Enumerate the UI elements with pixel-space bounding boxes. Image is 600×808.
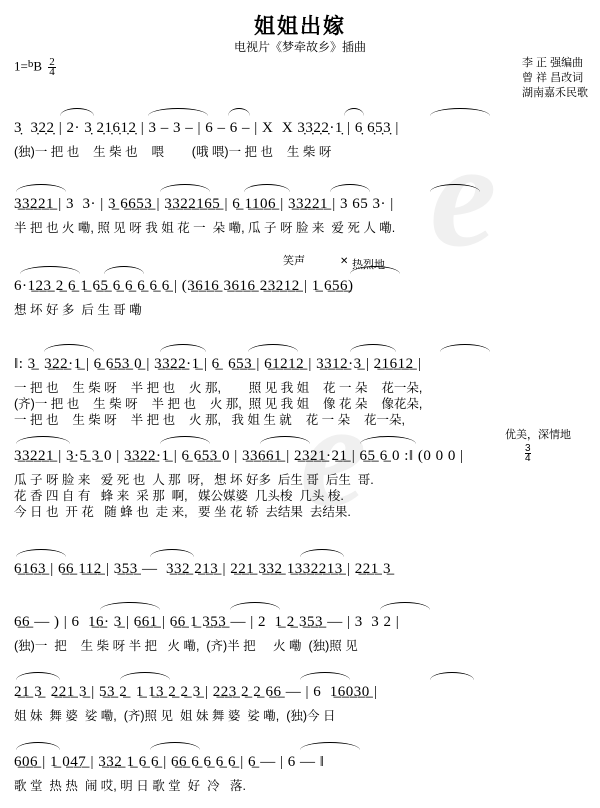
- slur-icon: [160, 184, 210, 192]
- page-title: 姐姐出嫁: [254, 15, 346, 38]
- slur-icon: [16, 742, 60, 750]
- slur-icon: [344, 108, 364, 116]
- credit-line-3: 湖南嘉禾民歌: [522, 87, 588, 99]
- slur-icon: [150, 742, 200, 750]
- lyric-line-verse-1: 一 把 也 生 柴 呀 半 把 也 火 那, 照 见 我 姐 花 一 朵 花一朵,: [14, 381, 423, 395]
- slur-icon: [160, 344, 206, 352]
- slur-icon: [16, 672, 60, 680]
- slur-icon: [120, 672, 170, 680]
- slur-icon: [430, 108, 490, 116]
- slur-icon: [260, 436, 310, 444]
- slur-icon: [16, 549, 66, 557]
- lyric-line-verse-2: 花 香 四 自 有 蜂 来 采 那 啊, 媒公媒婆 几头梭 几头 梭.: [14, 489, 344, 503]
- page-subtitle: 电视片《梦牵故乡》插曲: [233, 40, 366, 54]
- notation-line: 6̲6̲ — ) | 6 1̲6̲· 3̲ | 6̲6̲1̲ | 6̲6̲ 1̲ 3̲5̲3̲ — | 2 1̲ 2̲ 3̲5̲3̲ — | 3 3 2 |: [14, 614, 400, 630]
- notation-line: 3̲3̲2̲2̲1̲ | 3 3· | 3̲ 6̲6̲5̲3̲ | 3̲3̲2̲2̲1̲6̲5̲ | 6̲ 1̲1̲0̲6̲ | 3̲3̲2̲2̲1̲ | 3 65 3· |: [14, 196, 394, 212]
- meter-numerator: 2: [49, 56, 55, 68]
- slur-icon: [20, 266, 80, 274]
- slur-icon: [244, 184, 290, 192]
- lyric-line: 姐 妹 舞 婆 娑 嘞, (齐)照 见 姐 妹 舞 婆 娑 嘞, (独)今 日: [14, 709, 336, 723]
- slur-icon: [230, 602, 280, 610]
- watermark-glyph-2: e: [300, 372, 367, 538]
- slur-icon: [16, 184, 66, 192]
- marking-passionate: 热烈地: [352, 259, 385, 271]
- marking-graceful: 优美，深情地: [505, 429, 571, 441]
- slur-icon: [430, 672, 474, 680]
- meter-denominator: 4: [49, 66, 55, 78]
- lyric-line-verse-2: (齐)一 把 也 生 柴 呀 半 把 也 火 那, 照 见 我 姐 像 花 朵 像花朵,: [14, 397, 423, 411]
- slur-icon: [360, 436, 416, 444]
- key-signature: [14, 58, 56, 77]
- flat-symbol: b: [27, 58, 34, 70]
- slur-icon: [150, 549, 194, 557]
- slur-icon: [228, 108, 250, 116]
- lyric-line-verse-3: 今 日 也 开 花 随 蜂 也 走 来, 要 坐 花 轿 去结果 去结果.: [14, 505, 351, 519]
- slur-icon: [16, 436, 70, 444]
- ornament-icon: ✕: [340, 256, 349, 267]
- marking-laughter: 笑声: [283, 255, 305, 267]
- notation-line: 3̲3̲2̲2̲1̲ | 3̲·5̲ 3̲ 0 | 3̲3̲2̲2̲·1̲ | 6̲ 6̲5̲3̲ 0 | 3̲3̲6̲6̲1̲ | 2̲3̲2̲1̲·2̲1̲ | 6̲5̲ 6̲ 0 :‖ (0 0 0 |: [14, 448, 464, 464]
- slur-icon: [350, 266, 400, 274]
- slur-icon: [440, 344, 490, 352]
- slur-icon: [350, 344, 396, 352]
- slur-icon: [100, 602, 160, 610]
- lyric-line-verse-1: 瓜 子 呀 脸 来 爱 死 也 人 那 呀, 想 坏 好多 后生 哥 后生 哥.: [14, 473, 374, 487]
- key-label: 1=: [14, 58, 28, 74]
- slur-icon: [104, 266, 144, 274]
- slur-icon: [300, 672, 350, 680]
- notation-line: 3̣ 3̣2̣2̣ | 2· 3̣ 2̣1̣6̣1̣2̣ | 3 – 3 – | 6 – 6 – | X X 3̣3̣2̣2̣·1̣ | 6̣ 6̣5̣3̣ |: [14, 120, 399, 136]
- slur-icon: [148, 108, 208, 116]
- lyric-line: (独)一 把 也 生 柴 也 喂 (哦 喂)一 把 也 生 柴 呀: [14, 145, 332, 159]
- slur-icon: [248, 344, 298, 352]
- slur-icon: [300, 549, 344, 557]
- watermark-glyph-1: e: [430, 112, 497, 278]
- lyric-line: 想 坏 好 多 后 生 哥 嘞: [14, 303, 142, 317]
- notation-line: 6̲1̲6̲3̲ | 6̲6̲ 1̲1̲2̲ | 3̲5̲3̲ — 3̲3̲2̲ 2̲1̲3̲ | 2̲2̲1̲ 3̲3̲2̲ 1̲3̲3̲2̲2̲1̲3̲ | 2̲2̲1̲ 3̲: [14, 561, 391, 577]
- key-letter: B: [33, 58, 43, 74]
- notation-line: 6·1̲2̲3̲ 2̲ 6̲ 1̲ 6̲5̲ 6̲ 6̲ 6̲ 6̲ 6̲ | (3̲6̲1̲6̲ 3̲6̲1̲6̲ 2̲3̲2̲1̲2̲ | 1̲ 6̲5̲6̲): [14, 278, 354, 294]
- slur-icon: [330, 184, 370, 192]
- credit-line-1: 李 正 强编曲: [522, 57, 584, 69]
- slur-icon: [160, 436, 210, 444]
- lyric-line-verse-3: 一 把 也 生 柴 呀 半 把 也 火 那, 我 姐 生 就 花 一 朵 花一朵,: [14, 413, 405, 427]
- meter-change: 3 4: [525, 443, 531, 464]
- credit-line-2: 曾 祥 昌改词: [522, 72, 584, 84]
- slur-icon: [60, 108, 94, 116]
- notation-line: ‖: 3̲ 3̲2̲2̲·1̲ | 6̲ 6̲5̲3̲ 0̲ | 3̲3̲2̲2̲·1̲ | 6̲ 6̲5̲3̲ | 6̲1̲2̲1̲2̲ | 3̲3̲1̲2̲·3̲ | 2̲1̲6̲1̲2̲ |: [14, 356, 422, 372]
- slur-icon: [380, 602, 430, 610]
- slur-icon: [430, 184, 480, 192]
- credits-block: [522, 56, 588, 101]
- lyric-line: 半 把 也 火 嘞, 照 见 呀 我 姐 花 一 朵 嘞, 瓜 子 呀 脸 来 爱 死 人 嘞.: [14, 221, 396, 235]
- notation-line: 6̲0̲6̲ | 1̲ 0̲4̲7̲ | 3̲3̲2̲ 1̲ 6̲ 6̲ | 6̲6̲ 6̲ 6̲ 6̲ 6̲ | 6̲ — | 6 — ‖: [14, 754, 325, 770]
- slur-icon: [44, 344, 94, 352]
- slur-icon: [300, 742, 360, 750]
- notation-line: 2̲1̲ 3̲ 2̲2̲1̲ 3̲ | 5̲3̲ 2̲ 1̲ 1̲3̲ 2̲ 2̲ 3̲ | 2̲2̲3̲ 2̲ 2̲ 6̲6̲ — | 6 1̲6̲0̲3̲0̲ |: [14, 684, 378, 700]
- lyric-line: (独)一 把 生 柴 呀 半 把 火 嘞, (齐)半 把 火 嘞 (独)照 见: [14, 639, 358, 653]
- time-signature: [48, 58, 56, 77]
- lyric-line: 歌 堂 热 热 闹 哎, 明 日 歌 堂 好 冷 落.: [14, 779, 246, 793]
